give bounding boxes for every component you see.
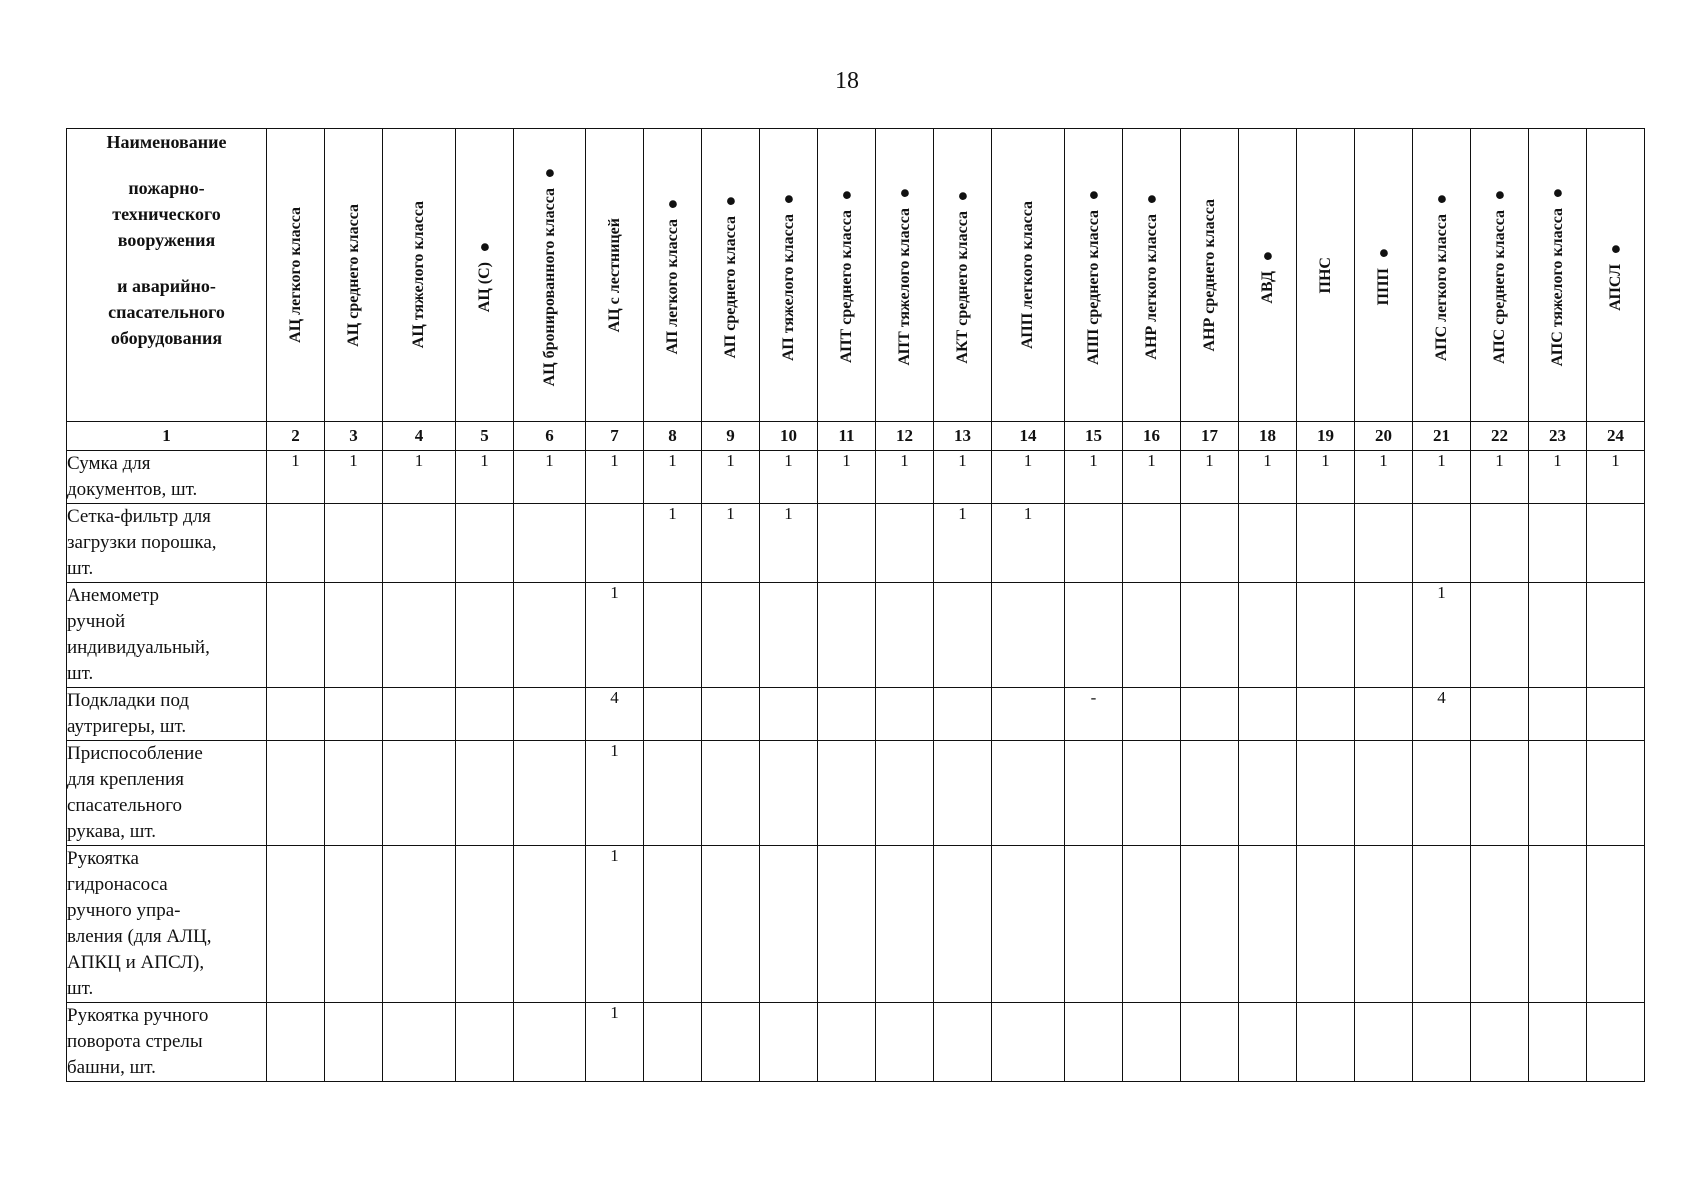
column-number: 15: [1065, 422, 1123, 451]
table-cell: 1: [586, 451, 644, 504]
row-label-line: рукава, шт.: [67, 821, 157, 842]
column-header-label: АНР среднего класса: [1200, 198, 1218, 352]
table-cell: [1239, 504, 1297, 583]
table-cell: 1: [1065, 451, 1123, 504]
column-header: [876, 129, 934, 422]
table-cell: [1297, 688, 1355, 741]
column-number: 6: [514, 422, 586, 451]
column-header: [992, 129, 1065, 422]
row-label-line: башни, шт.: [67, 1057, 156, 1078]
table-cell: 1: [1413, 451, 1471, 504]
table-cell: [702, 688, 760, 741]
table-cell: [1297, 741, 1355, 846]
column-header: [934, 129, 992, 422]
table-cell: [1239, 741, 1297, 846]
column-header: [760, 129, 818, 422]
column-number: 20: [1355, 422, 1413, 451]
table-cell: [1297, 504, 1355, 583]
table-cell: [1181, 504, 1239, 583]
column-number: 16: [1123, 422, 1181, 451]
table-cell: 1: [1123, 451, 1181, 504]
table-cell: [456, 688, 514, 741]
bullet-mark-icon: ●: [894, 184, 915, 205]
column-number: 7: [586, 422, 644, 451]
column-header: [702, 129, 760, 422]
table-cell: [514, 688, 586, 741]
row-label-line: Рукоятка: [67, 848, 139, 869]
table-cell: 1: [1297, 451, 1355, 504]
column-number: 23: [1529, 422, 1587, 451]
table-cell: 1: [1355, 451, 1413, 504]
table-cell: [644, 583, 702, 688]
row-label-line: загрузки порошка,: [67, 532, 217, 553]
table-cell: 1: [514, 451, 586, 504]
table-cell: [267, 846, 325, 1003]
row-label: [67, 741, 267, 846]
column-header: [644, 129, 702, 422]
column-header: [1355, 129, 1413, 422]
table-cell: [383, 846, 456, 1003]
table-cell: [818, 688, 876, 741]
row-label-line: вления (для АЛЦ,: [67, 926, 212, 947]
table-cell: [383, 688, 456, 741]
table-cell: [992, 1003, 1065, 1082]
table-cell: [818, 1003, 876, 1082]
table-cell: 1: [1413, 583, 1471, 688]
row-label: [67, 583, 267, 688]
column-header: [818, 129, 876, 422]
bullet-mark-icon: ●: [836, 186, 857, 207]
table-cell: [456, 1003, 514, 1082]
column-number: 22: [1471, 422, 1529, 451]
table-cell: [1413, 846, 1471, 1003]
column-header-label: АПС тяжелого класса: [1548, 207, 1566, 367]
table-cell: 1: [644, 504, 702, 583]
row-label: [67, 1003, 267, 1082]
table-cell: [992, 846, 1065, 1003]
row-label-line: ручного упра-: [67, 900, 181, 921]
table-cell: [1123, 741, 1181, 846]
table-cell: [876, 688, 934, 741]
table-cell: 1: [1181, 451, 1239, 504]
table-cell: 1: [1239, 451, 1297, 504]
column-number: 13: [934, 422, 992, 451]
table-cell: 1: [702, 504, 760, 583]
column-header-label: ПНС: [1316, 256, 1334, 294]
column-header-label: АЦ тяжелого класса: [410, 201, 427, 349]
column-number: 5: [456, 422, 514, 451]
table-cell: [456, 741, 514, 846]
column-number: 17: [1181, 422, 1239, 451]
page-number: 18: [835, 68, 859, 94]
table-cell: 1: [1587, 451, 1645, 504]
table-cell: [1355, 846, 1413, 1003]
bullet-mark-icon: ●: [720, 191, 741, 212]
column-header-label: АПП легкого класса: [1019, 201, 1036, 349]
table-row: [67, 504, 1645, 583]
row-label: [67, 504, 267, 583]
table-cell: 4: [1413, 688, 1471, 741]
table-cell: [1471, 741, 1529, 846]
table-cell: [818, 846, 876, 1003]
table-cell: [1239, 688, 1297, 741]
table-cell: [876, 1003, 934, 1082]
table-cell: 1: [586, 583, 644, 688]
table-cell: [1587, 688, 1645, 741]
table-cell: [1239, 846, 1297, 1003]
table-cell: [1181, 688, 1239, 741]
table-cell: [1123, 1003, 1181, 1082]
column-number: 18: [1239, 422, 1297, 451]
table-cell: [1413, 1003, 1471, 1082]
table-cell: 1: [876, 451, 934, 504]
table-cell: [267, 1003, 325, 1082]
table-cell: [456, 846, 514, 1003]
column-header-label: АПТ среднего класса: [837, 210, 855, 364]
column-header-label: АП тяжелого класса: [779, 213, 797, 361]
table-cell: [992, 583, 1065, 688]
column-header: [1413, 129, 1471, 422]
row-label: [67, 846, 267, 1003]
bullet-mark-icon: ●: [778, 189, 799, 210]
column-header: [1123, 129, 1181, 422]
column-number: 2: [267, 422, 325, 451]
table-cell: [1239, 1003, 1297, 1082]
column-number: 9: [702, 422, 760, 451]
column-number: 24: [1587, 422, 1645, 451]
column-header-label: АЦ бронированного класса: [540, 187, 558, 387]
table-cell: [934, 1003, 992, 1082]
table-cell: [1123, 846, 1181, 1003]
row-label-line: для крепления: [67, 769, 184, 790]
bullet-mark-icon: ●: [1141, 190, 1162, 211]
table-cell: [992, 741, 1065, 846]
table-cell: [1471, 583, 1529, 688]
table-cell: [760, 688, 818, 741]
column-number: 21: [1413, 422, 1471, 451]
column-number: 19: [1297, 422, 1355, 451]
table-cell: [267, 504, 325, 583]
table-cell: [760, 741, 818, 846]
column-header-label: АПП среднего класса: [1084, 209, 1102, 365]
table-cell: [1065, 1003, 1123, 1082]
row-label-line: Рукоятка ручного: [67, 1005, 209, 1026]
column-header: [586, 129, 644, 422]
column-header: [1587, 129, 1645, 422]
table-cell: [818, 741, 876, 846]
column-header: [1065, 129, 1123, 422]
table-cell: 1: [702, 451, 760, 504]
row-label: [67, 688, 267, 741]
row-label-line: шт.: [67, 558, 94, 579]
table-cell: [644, 846, 702, 1003]
table-cell: [1065, 741, 1123, 846]
column-header-label: АПС среднего класса: [1490, 210, 1508, 364]
table-cell: [644, 688, 702, 741]
column-header-label: АЦ (С): [475, 261, 493, 313]
table-cell: [383, 504, 456, 583]
table-cell: [325, 504, 383, 583]
table-cell: [1529, 846, 1587, 1003]
header-row: [67, 129, 1645, 422]
table-cell: 1: [456, 451, 514, 504]
column-header-label: АПТ тяжелого класса: [895, 208, 913, 366]
column-header-label: АЦ среднего класса: [344, 203, 362, 347]
bullet-mark-icon: ●: [1547, 183, 1568, 204]
table-cell: [1587, 846, 1645, 1003]
table-cell: 1: [383, 451, 456, 504]
column-header: [267, 129, 325, 422]
table-cell: [1471, 846, 1529, 1003]
row-label-line: аутригеры, шт.: [67, 716, 187, 737]
table-cell: [514, 583, 586, 688]
bullet-mark-icon: ●: [1431, 189, 1452, 210]
column-number: 4: [383, 422, 456, 451]
table-cell: [644, 741, 702, 846]
table-cell: [1181, 846, 1239, 1003]
row-label-line: Анемометр: [67, 585, 159, 606]
column-header: [1529, 129, 1587, 422]
table-cell: [1471, 1003, 1529, 1082]
bullet-mark-icon: ●: [1257, 246, 1278, 267]
column-header-label: АВД: [1258, 270, 1276, 304]
table-cell: [934, 583, 992, 688]
column-header: [1297, 129, 1355, 422]
column-header: [383, 129, 456, 422]
table-cell: [1355, 1003, 1413, 1082]
table-cell: [514, 504, 586, 583]
column-number: 11: [818, 422, 876, 451]
column-header-label: АКТ среднего класса: [953, 210, 971, 364]
column-number-row: [67, 422, 1645, 451]
table-cell: 1: [1529, 451, 1587, 504]
table-cell: [325, 741, 383, 846]
column-header-label: АП среднего класса: [721, 215, 739, 359]
bullet-mark-icon: ●: [662, 195, 683, 216]
table-cell: [1355, 688, 1413, 741]
table-cell: 1: [644, 451, 702, 504]
bullet-mark-icon: ●: [1489, 186, 1510, 207]
table-cell: 1: [934, 504, 992, 583]
row-label-line: Сумка для: [67, 453, 151, 474]
column-header-label: ППП: [1374, 268, 1392, 306]
table-cell: [325, 846, 383, 1003]
column-header: [1239, 129, 1297, 422]
table-cell: [383, 741, 456, 846]
table-cell: [818, 583, 876, 688]
table-cell: [876, 504, 934, 583]
row-label-line: АПКЦ и АПСЛ),: [67, 952, 205, 973]
row-label-line: индивидуальный,: [67, 637, 210, 658]
table-cell: [1065, 583, 1123, 688]
table-cell: [1065, 846, 1123, 1003]
column-header-label: АЦ легкого класса: [286, 207, 304, 343]
table-cell: [702, 741, 760, 846]
column-header-label: АНР легкого класса: [1142, 214, 1160, 360]
table-cell: [1587, 1003, 1645, 1082]
table-cell: 1: [992, 504, 1065, 583]
row-label-line: шт.: [67, 978, 94, 999]
table-cell: [1471, 504, 1529, 583]
table-cell: [934, 846, 992, 1003]
table-row: [67, 1003, 1645, 1082]
table-cell: 1: [586, 846, 644, 1003]
table-cell: 1: [992, 451, 1065, 504]
row-label-line: Сетка-фильтр для: [67, 506, 211, 527]
table-cell: [514, 1003, 586, 1082]
column-header-label: АП легкого класса: [663, 219, 681, 355]
table-cell: 1: [934, 451, 992, 504]
bullet-mark-icon: ●: [539, 163, 560, 184]
table-cell: 1: [325, 451, 383, 504]
row-label-line: поворота стрелы: [67, 1031, 203, 1052]
bullet-mark-icon: ●: [1605, 239, 1626, 260]
table-cell: [1123, 688, 1181, 741]
table-cell: [818, 504, 876, 583]
table-cell: [267, 688, 325, 741]
table-cell: [1529, 583, 1587, 688]
table-cell: [456, 504, 514, 583]
table-cell: [1355, 583, 1413, 688]
row-label-line: документов, шт.: [67, 479, 198, 500]
table-cell: [1297, 1003, 1355, 1082]
table-row: [67, 688, 1645, 741]
column-header-label: АПСЛ: [1606, 263, 1624, 311]
table-cell: [514, 741, 586, 846]
table-cell: [1065, 504, 1123, 583]
table-cell: 1: [1471, 451, 1529, 504]
table-cell: [702, 1003, 760, 1082]
row-label-line: Приспособление: [67, 743, 203, 764]
name-column-header: Наименование пожарно- технического вооружения и аварийно- спасательного оборудования: [67, 129, 267, 422]
column-header: [456, 129, 514, 422]
table-cell: [325, 688, 383, 741]
table-cell: 1: [760, 451, 818, 504]
column-header: [325, 129, 383, 422]
column-number: 14: [992, 422, 1065, 451]
table-cell: [1587, 504, 1645, 583]
table-cell: 1: [586, 1003, 644, 1082]
table-row: [67, 846, 1645, 1003]
table-cell: [1181, 583, 1239, 688]
column-header: [1181, 129, 1239, 422]
table-cell: [1297, 846, 1355, 1003]
column-header: [514, 129, 586, 422]
table-cell: [1471, 688, 1529, 741]
table-cell: [1297, 583, 1355, 688]
column-header: [1471, 129, 1529, 422]
table-cell: [1355, 504, 1413, 583]
table-cell: [514, 846, 586, 1003]
table-cell: [267, 583, 325, 688]
table-cell: [1587, 583, 1645, 688]
table-cell: [1239, 583, 1297, 688]
table-cell: [1181, 741, 1239, 846]
table-cell: [760, 846, 818, 1003]
table-cell: [702, 846, 760, 1003]
column-header-label: АЦ с лестницей: [605, 217, 623, 333]
table-cell: [702, 583, 760, 688]
table-cell: [1413, 741, 1471, 846]
table-cell: 4: [586, 688, 644, 741]
table-cell: [934, 688, 992, 741]
table-cell: [760, 1003, 818, 1082]
bullet-mark-icon: ●: [952, 186, 973, 207]
column-number: 8: [644, 422, 702, 451]
table-cell: [934, 741, 992, 846]
table-cell: [383, 1003, 456, 1082]
row-label-line: Подкладки под: [67, 690, 190, 711]
table-cell: -: [1065, 688, 1123, 741]
table-cell: [325, 1003, 383, 1082]
table-cell: [760, 583, 818, 688]
table-cell: 1: [760, 504, 818, 583]
table-cell: [1123, 583, 1181, 688]
bullet-mark-icon: ●: [1373, 244, 1394, 265]
table-cell: [1529, 1003, 1587, 1082]
table-cell: [876, 583, 934, 688]
column-number: 12: [876, 422, 934, 451]
table-row: [67, 583, 1645, 688]
column-number: 3: [325, 422, 383, 451]
table-cell: [267, 741, 325, 846]
column-number: 10: [760, 422, 818, 451]
table-cell: [876, 846, 934, 1003]
table-cell: [383, 583, 456, 688]
row-label-line: шт.: [67, 663, 94, 684]
row-label-line: ручной: [67, 611, 126, 632]
row-label-line: спасательного: [67, 795, 183, 816]
table-row: [67, 451, 1645, 504]
table-cell: [1529, 741, 1587, 846]
table-cell: [1413, 504, 1471, 583]
table-cell: [644, 1003, 702, 1082]
table-cell: [586, 504, 644, 583]
bullet-mark-icon: ●: [1083, 185, 1104, 206]
table-row: [67, 741, 1645, 846]
table-cell: 1: [818, 451, 876, 504]
equipment-table: [66, 128, 1645, 1082]
table-cell: [1587, 741, 1645, 846]
table-cell: [1529, 504, 1587, 583]
table-cell: 1: [267, 451, 325, 504]
table-cell: [1529, 688, 1587, 741]
table-cell: 1: [586, 741, 644, 846]
table-cell: [1123, 504, 1181, 583]
row-label-line: гидронасоса: [67, 874, 168, 895]
row-label: [67, 451, 267, 504]
table-cell: [876, 741, 934, 846]
column-number: 1: [67, 422, 267, 451]
table-cell: [456, 583, 514, 688]
table-cell: [992, 688, 1065, 741]
table-cell: [1181, 1003, 1239, 1082]
table-cell: [1355, 741, 1413, 846]
bullet-mark-icon: ●: [474, 237, 495, 258]
table-cell: [325, 583, 383, 688]
column-header-label: АПС легкого класса: [1432, 213, 1450, 361]
